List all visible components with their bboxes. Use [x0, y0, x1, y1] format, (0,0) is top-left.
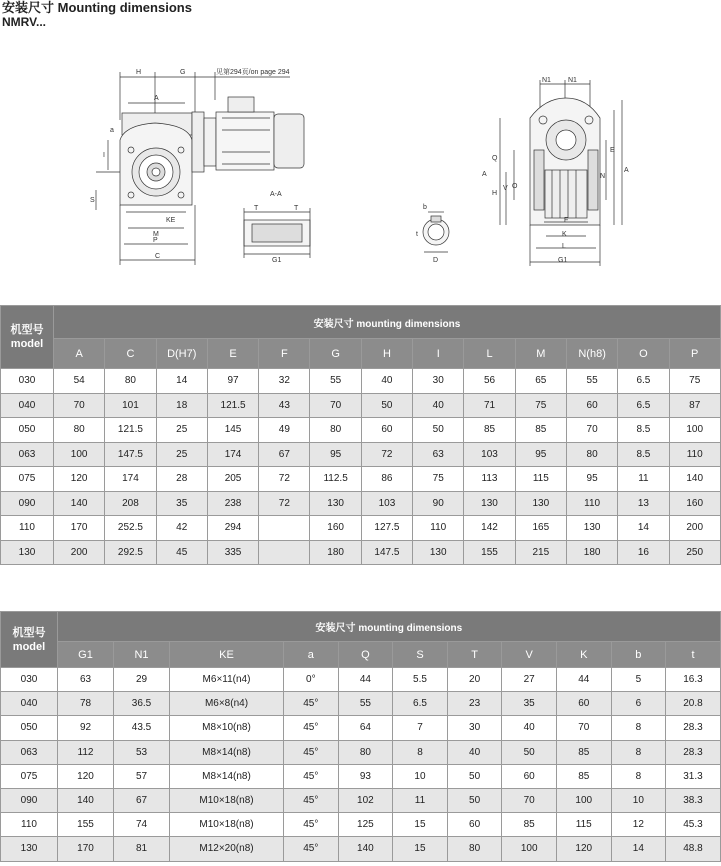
label-section-arrow-left: A	[482, 171, 487, 178]
table-cell: 45°	[284, 740, 339, 764]
label-c: C	[155, 253, 161, 260]
table-cell: 56	[464, 369, 515, 394]
column-header: F	[259, 339, 310, 369]
table-cell: 95	[515, 442, 566, 467]
label-e: E	[610, 147, 615, 154]
table-cell: 252.5	[105, 516, 156, 541]
table-row	[1, 788, 721, 812]
shaft-section	[244, 208, 310, 258]
table-cell: 8	[611, 740, 666, 764]
table-cell: 155	[464, 540, 515, 565]
table-cell: 200	[54, 540, 105, 565]
group-header: 安装尺寸 mounting dimensions	[54, 306, 721, 339]
table-cell: 115	[556, 813, 611, 837]
label-g1: G1	[272, 257, 282, 264]
table-cell: 86	[361, 467, 412, 492]
table-cell: 70	[566, 418, 617, 443]
table-cell: 165	[515, 516, 566, 541]
table-cell: 49	[259, 418, 310, 443]
table-cell: 45.3	[666, 813, 721, 837]
table-cell: 87	[669, 393, 720, 418]
table-row	[1, 491, 721, 516]
table-cell: 6.5	[618, 369, 669, 394]
column-header: O	[618, 339, 669, 369]
table-cell: 50	[413, 418, 464, 443]
table-cell: 115	[515, 467, 566, 492]
table-cell: 125	[338, 813, 393, 837]
table-cell: 35	[156, 491, 207, 516]
table-cell: 42	[156, 516, 207, 541]
label-a: A	[154, 95, 159, 102]
table-cell: 45°	[284, 764, 339, 788]
table-cell: M10×18(n8)	[170, 788, 284, 812]
table-cell: 110	[669, 442, 720, 467]
table-cell: 294	[207, 516, 258, 541]
table-cell: 20.8	[666, 692, 721, 716]
table-cell: M8×14(n8)	[170, 764, 284, 788]
label-ke: KE	[166, 217, 176, 224]
table-cell: 238	[207, 491, 258, 516]
technical-drawing	[0, 55, 721, 270]
table-cell: 75	[515, 393, 566, 418]
table-cell: 16	[618, 540, 669, 565]
table-row	[1, 418, 721, 443]
table-cell: 43	[259, 393, 310, 418]
table-cell: 85	[515, 418, 566, 443]
model-cell: 110	[1, 813, 58, 837]
table-cell: 6.5	[393, 692, 448, 716]
table-cell: 30	[447, 716, 502, 740]
table-cell: 72	[361, 442, 412, 467]
dimensions-table-2	[0, 611, 721, 862]
model-cell: 075	[1, 467, 54, 492]
table-row	[1, 540, 721, 565]
table-cell: 63	[413, 442, 464, 467]
table-cell: 10	[393, 764, 448, 788]
table-cell	[259, 540, 310, 565]
table-cell: 64	[338, 716, 393, 740]
label-q: Q	[492, 155, 498, 162]
table-cell: 102	[338, 788, 393, 812]
label-n: N	[600, 173, 606, 180]
table-cell: 120	[556, 837, 611, 861]
table-cell: 31.3	[666, 764, 721, 788]
table-cell: 65	[515, 369, 566, 394]
model-cell: 050	[1, 716, 58, 740]
table-cell: 28.3	[666, 740, 721, 764]
table-row	[1, 813, 721, 837]
table-cell: 130	[515, 491, 566, 516]
table-cell: 174	[105, 467, 156, 492]
table-cell: 45°	[284, 837, 339, 861]
table-cell: 14	[611, 837, 666, 861]
table-cell: 95	[310, 442, 361, 467]
table-cell: 10	[611, 788, 666, 812]
model-cell: 110	[1, 516, 54, 541]
table-cell: 80	[105, 369, 156, 394]
table-cell: 75	[669, 369, 720, 394]
table-cell: 170	[58, 837, 114, 861]
table-cell: 127.5	[361, 516, 412, 541]
table-row	[1, 740, 721, 764]
column-header: C	[105, 339, 156, 369]
table-cell: 8	[611, 764, 666, 788]
column-header: H	[361, 339, 412, 369]
label-section-arrow-right: A	[624, 167, 629, 174]
table-cell: 29	[114, 668, 170, 692]
table-cell: 205	[207, 467, 258, 492]
table-cell: 12	[611, 813, 666, 837]
table-row	[1, 764, 721, 788]
table-cell: 50	[502, 740, 557, 764]
table-cell: 0°	[284, 668, 339, 692]
table-cell: 45°	[284, 813, 339, 837]
table-cell: 85	[464, 418, 515, 443]
model-cell: 040	[1, 692, 58, 716]
table-cell: 113	[464, 467, 515, 492]
table-cell: 27	[502, 668, 557, 692]
table-cell: 40	[447, 740, 502, 764]
label-section-aa: A-A	[270, 191, 282, 198]
page-title: 安装尺寸 Mounting dimensions	[2, 0, 192, 15]
label-v: V	[503, 185, 508, 192]
label-n1-left: N1	[542, 77, 551, 84]
table-cell: 200	[669, 516, 720, 541]
table-cell: 50	[447, 788, 502, 812]
table-row	[1, 467, 721, 492]
model-cell: 130	[1, 837, 58, 861]
label-o: O	[512, 183, 518, 190]
table-cell: 53	[114, 740, 170, 764]
label-i: I	[103, 152, 105, 159]
table-cell: 335	[207, 540, 258, 565]
table-cell: 100	[556, 788, 611, 812]
table-cell: 8.5	[618, 442, 669, 467]
table-cell: 90	[413, 491, 464, 516]
label-page-note: 见第294页/on page 294	[216, 69, 290, 76]
column-header: M	[515, 339, 566, 369]
table-cell: 70	[310, 393, 361, 418]
label-b: b	[423, 204, 427, 211]
table-cell: 5.5	[393, 668, 448, 692]
table-cell: 67	[114, 788, 170, 812]
column-header: V	[502, 642, 557, 668]
label-h: H	[136, 69, 142, 76]
table-cell: 97	[207, 369, 258, 394]
table-cell: 147.5	[105, 442, 156, 467]
table-cell: 92	[58, 716, 114, 740]
table-cell: 36.5	[114, 692, 170, 716]
table-row	[1, 393, 721, 418]
table-cell: 250	[669, 540, 720, 565]
table-cell: 120	[54, 467, 105, 492]
table-cell: 140	[338, 837, 393, 861]
table-cell: 44	[556, 668, 611, 692]
table-cell: 170	[54, 516, 105, 541]
table-row	[1, 692, 721, 716]
table-cell: 145	[207, 418, 258, 443]
table-cell: M8×10(n8)	[170, 716, 284, 740]
table-row	[1, 442, 721, 467]
label-l: L	[562, 243, 566, 250]
table-cell: 70	[54, 393, 105, 418]
column-header: K	[556, 642, 611, 668]
column-header: Q	[338, 642, 393, 668]
column-header: D(H7)	[156, 339, 207, 369]
table-cell: M10×18(n8)	[170, 813, 284, 837]
model-header: 机型号 model	[1, 306, 54, 369]
table-cell: 155	[58, 813, 114, 837]
table-cell: 32	[259, 369, 310, 394]
table-cell: 147.5	[361, 540, 412, 565]
table-cell: 70	[556, 716, 611, 740]
column-header: t	[666, 642, 721, 668]
table-cell: 11	[393, 788, 448, 812]
label-g1-side: G1	[558, 257, 568, 264]
table-cell: 160	[310, 516, 361, 541]
table-cell: 72	[259, 467, 310, 492]
table-cell: 75	[413, 467, 464, 492]
table-cell: 8	[393, 740, 448, 764]
table-row	[1, 668, 721, 692]
table-cell: 72	[259, 491, 310, 516]
column-header: L	[464, 339, 515, 369]
model-cell: 063	[1, 442, 54, 467]
column-header: KE	[170, 642, 284, 668]
table-cell: 55	[566, 369, 617, 394]
table-cell: 140	[58, 788, 114, 812]
table-cell: 7	[393, 716, 448, 740]
dimensions-table-1	[0, 305, 721, 565]
column-header: G1	[58, 642, 114, 668]
table-cell: 40	[361, 369, 412, 394]
table-cell: 60	[502, 764, 557, 788]
table-cell: 103	[464, 442, 515, 467]
table-cell: 112	[58, 740, 114, 764]
table-cell: 100	[502, 837, 557, 861]
table-cell: 50	[447, 764, 502, 788]
table-cell: 20	[447, 668, 502, 692]
table-cell: 40	[413, 393, 464, 418]
label-g: G	[180, 69, 186, 76]
table-cell: 57	[114, 764, 170, 788]
table-cell: 23	[447, 692, 502, 716]
table-cell: 80	[447, 837, 502, 861]
table-cell: 67	[259, 442, 310, 467]
table-cell: 130	[413, 540, 464, 565]
table-cell: 38.3	[666, 788, 721, 812]
table-cell: 60	[447, 813, 502, 837]
table-cell: 11	[618, 467, 669, 492]
label-p: P	[153, 237, 158, 244]
table-cell: 180	[310, 540, 361, 565]
table-cell: 81	[114, 837, 170, 861]
table-cell: 25	[156, 442, 207, 467]
model-cell: 030	[1, 369, 54, 394]
table-cell: 85	[502, 813, 557, 837]
table-cell: 174	[207, 442, 258, 467]
table-cell: M6×11(n4)	[170, 668, 284, 692]
table-cell: 93	[338, 764, 393, 788]
table-cell: 180	[566, 540, 617, 565]
table-cell: 28	[156, 467, 207, 492]
column-header: N(h8)	[566, 339, 617, 369]
table-row	[1, 369, 721, 394]
product-series: NMRV...	[2, 15, 47, 29]
table-cell: 5	[611, 668, 666, 692]
table-cell: 140	[669, 467, 720, 492]
table-cell: 130	[464, 491, 515, 516]
table-cell: 45°	[284, 788, 339, 812]
model-cell: 050	[1, 418, 54, 443]
table-cell: 101	[105, 393, 156, 418]
column-header: A	[54, 339, 105, 369]
table-cell: 78	[58, 692, 114, 716]
column-header: N1	[114, 642, 170, 668]
column-header-row	[1, 642, 721, 668]
table-cell: 95	[566, 467, 617, 492]
table-cell: 142	[464, 516, 515, 541]
table-cell: 110	[566, 491, 617, 516]
table-cell: 80	[566, 442, 617, 467]
label-f: F	[564, 217, 569, 224]
label-angle: a	[110, 127, 114, 134]
table-cell: 85	[556, 740, 611, 764]
table-cell: M6×8(n4)	[170, 692, 284, 716]
label-d: D	[433, 257, 439, 264]
table-cell: 55	[338, 692, 393, 716]
table-cell: M8×14(n8)	[170, 740, 284, 764]
table-row	[1, 516, 721, 541]
column-header: I	[413, 339, 464, 369]
table-cell: 80	[338, 740, 393, 764]
table-cell: 112.5	[310, 467, 361, 492]
column-header: b	[611, 642, 666, 668]
table-cell: 208	[105, 491, 156, 516]
table-cell: 60	[556, 692, 611, 716]
table-row	[1, 716, 721, 740]
column-header: T	[447, 642, 502, 668]
label-s: S	[90, 197, 95, 204]
table-cell: M12×20(n8)	[170, 837, 284, 861]
table-cell: 43.5	[114, 716, 170, 740]
table-cell: 25	[156, 418, 207, 443]
table-cell: 8.5	[618, 418, 669, 443]
table-cell: 80	[310, 418, 361, 443]
table-cell: 110	[413, 516, 464, 541]
label-t1: T	[254, 205, 259, 212]
table-cell: 130	[566, 516, 617, 541]
table-cell: 103	[361, 491, 412, 516]
table-cell: 74	[114, 813, 170, 837]
table-cell: 6.5	[618, 393, 669, 418]
table-cell: 48.8	[666, 837, 721, 861]
model-cell: 030	[1, 668, 58, 692]
table-cell: 50	[361, 393, 412, 418]
table-cell: 14	[156, 369, 207, 394]
table-cell: 6	[611, 692, 666, 716]
table-cell: 215	[515, 540, 566, 565]
table-cell: 45	[156, 540, 207, 565]
table-cell: 160	[669, 491, 720, 516]
column-header: S	[393, 642, 448, 668]
table-cell: 120	[58, 764, 114, 788]
table-cell: 30	[413, 369, 464, 394]
table-cell: 55	[310, 369, 361, 394]
label-m: M	[153, 231, 159, 238]
keyway-detail	[423, 212, 449, 252]
label-t: t	[416, 231, 418, 238]
label-n1-right: N1	[568, 77, 577, 84]
label-h-side: H	[492, 190, 498, 197]
table-cell: 60	[566, 393, 617, 418]
model-cell: 090	[1, 788, 58, 812]
table-cell: 8	[611, 716, 666, 740]
table-cell: 44	[338, 668, 393, 692]
table-cell: 130	[310, 491, 361, 516]
table-cell: 63	[58, 668, 114, 692]
table-cell: 80	[54, 418, 105, 443]
model-cell: 063	[1, 740, 58, 764]
model-cell: 075	[1, 764, 58, 788]
table-cell: 18	[156, 393, 207, 418]
table-body	[1, 668, 721, 862]
table-cell: 14	[618, 516, 669, 541]
column-header: G	[310, 339, 361, 369]
table-cell: 45°	[284, 692, 339, 716]
column-header-row	[1, 339, 721, 369]
model-cell: 090	[1, 491, 54, 516]
table-cell: 13	[618, 491, 669, 516]
model-header: 机型号 model	[1, 612, 58, 668]
table-cell: 40	[502, 716, 557, 740]
table-cell: 35	[502, 692, 557, 716]
table-cell: 140	[54, 491, 105, 516]
model-cell: 040	[1, 393, 54, 418]
table-cell: 292.5	[105, 540, 156, 565]
table-cell: 16.3	[666, 668, 721, 692]
table-cell: 70	[502, 788, 557, 812]
table-cell: 121.5	[207, 393, 258, 418]
table-cell: 15	[393, 837, 448, 861]
table-cell: 60	[361, 418, 412, 443]
column-header: a	[284, 642, 339, 668]
table-cell: 85	[556, 764, 611, 788]
table-cell	[259, 516, 310, 541]
table-body	[1, 369, 721, 565]
table-cell: 45°	[284, 716, 339, 740]
column-header: P	[669, 339, 720, 369]
model-cell: 130	[1, 540, 54, 565]
table-cell: 28.3	[666, 716, 721, 740]
label-k: K	[562, 231, 567, 238]
table-cell: 54	[54, 369, 105, 394]
table-row	[1, 837, 721, 861]
group-header: 安装尺寸 mounting dimensions	[58, 612, 721, 642]
table-cell: 100	[54, 442, 105, 467]
table-cell: 15	[393, 813, 448, 837]
table-cell: 100	[669, 418, 720, 443]
label-t2: T	[294, 205, 299, 212]
table-cell: 71	[464, 393, 515, 418]
column-header: E	[207, 339, 258, 369]
table-cell: 121.5	[105, 418, 156, 443]
